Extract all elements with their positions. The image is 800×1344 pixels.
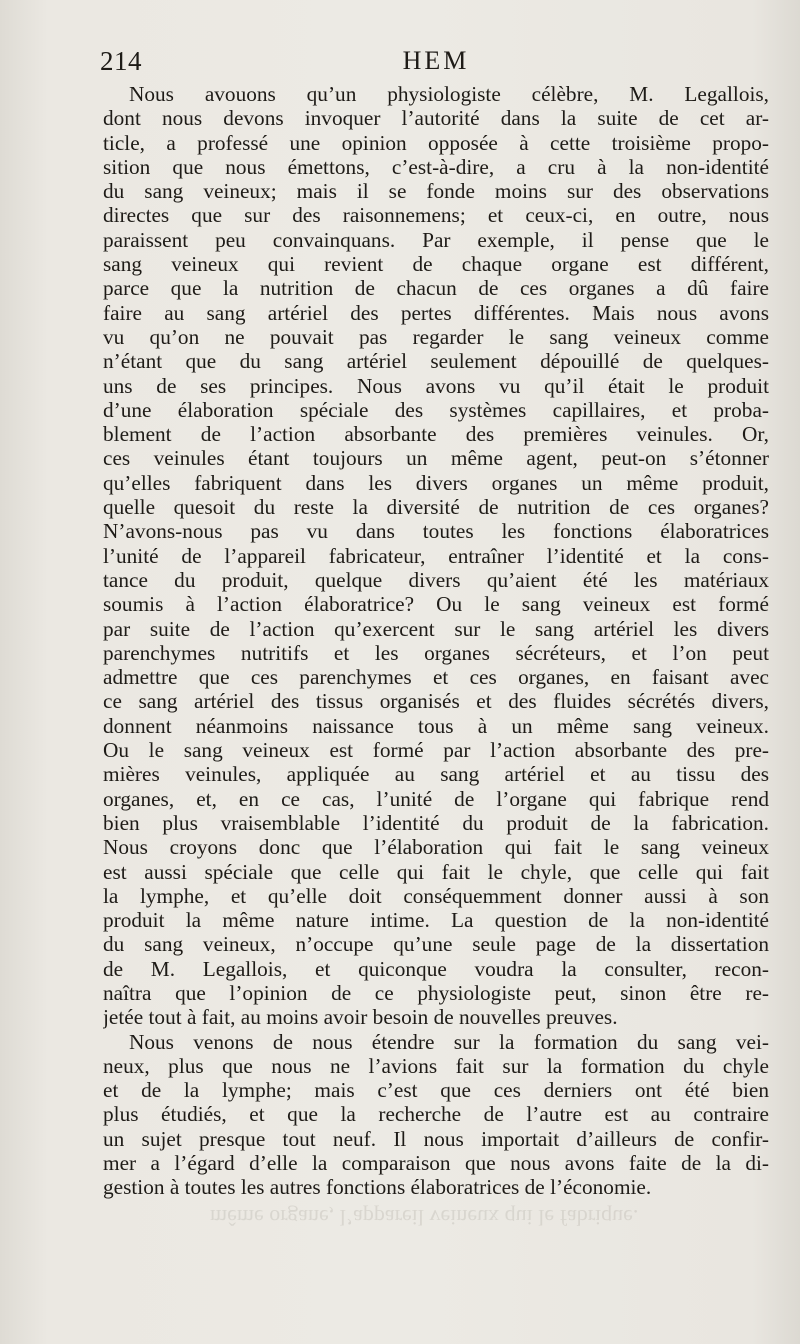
text-line: du sang veineux; mais il se fonde moins sur des observations xyxy=(103,179,769,204)
text-line: N’avons-nous pas vu dans toutes les fonctions élaboratrices xyxy=(103,519,769,544)
text-line: plus étudiés, et que la recherche de l’autre est au contraire xyxy=(103,1102,769,1127)
paragraph xyxy=(103,1030,769,1200)
text-line: uns de ses principes. Nous avons vu qu’il était le produit xyxy=(103,373,769,398)
text-line: sition que nous émettons, c’est-à-dire, a cru à la non-identité xyxy=(103,154,769,179)
text-line: parenchymes nutritifs et les organes sécréteurs, et l’on peut xyxy=(103,640,769,665)
running-head: HEM xyxy=(402,46,470,75)
text-line: ce sang artériel des tissus organisés et des fluides sécrétés divers, xyxy=(103,689,769,714)
text-line: Nous croyons donc que l’élaboration qui fait le sang veineux xyxy=(103,835,769,860)
text-line: vu qu’on ne pouvait pas regarder le sang veineux comme xyxy=(103,324,769,349)
text-line: du sang veineux, n’occupe qu’une seule page de la dissertation xyxy=(103,932,769,957)
show-through-from-reverse: même organe, l’appareil veineux qui le fabrique. xyxy=(210,1205,639,1230)
paragraph xyxy=(103,82,769,1030)
page-number: 214 xyxy=(100,46,142,76)
text-line: Ou le sang veineux est formé par l’action absorbante des pre- xyxy=(103,738,769,763)
text-line: sang veineux qui revient de chaque organe est différent, xyxy=(103,252,769,277)
text-line: et de la lymphe; mais c’est que ces derniers ont été bien xyxy=(103,1078,769,1103)
text-line: de M. Legallois, et quiconque voudra la consulter, recon- xyxy=(103,956,769,981)
text-line: d’une élaboration spéciale des systèmes capillaires, et proba- xyxy=(103,397,769,422)
text-line: jetée tout à fait, au moins avoir besoin de nouvelles preuves. xyxy=(103,1005,618,1030)
text-line: soumis à l’action élaboratrice? Ou le sang veineux est formé xyxy=(103,592,769,617)
text-line: par suite de l’action qu’exercent sur le sang artériel les divers xyxy=(103,616,769,641)
text-line: n’étant que du sang artériel seulement dépouillé de quelques- xyxy=(103,349,769,374)
text-line: l’unité de l’appareil fabricateur, entraîner l’identité et la cons- xyxy=(103,543,769,568)
text-line: bien plus vraisemblable l’identité du produit de la fabrication. xyxy=(103,810,769,835)
text-line: donnent néanmoins naissance tous à un même sang veineux. xyxy=(103,713,769,738)
text-line: la lymphe, et qu’elle doit conséquemment donner aussi à son xyxy=(103,883,769,908)
text-line: est aussi spéciale que celle qui fait le chyle, que celle qui fait xyxy=(103,859,769,884)
text-line: quelle quesoit du reste la diversité de nutrition de ces organes? xyxy=(103,495,769,520)
text-line: ces veinules étant toujours un même agent, peut-on s’étonner xyxy=(103,446,769,471)
text-line: naîtra que l’opinion de ce physiologiste peut, sinon être re- xyxy=(103,980,769,1005)
text-line: organes, et, en ce cas, l’unité de l’organe qui fabrique rend xyxy=(103,786,769,811)
text-line: blement de l’action absorbante des premières veinules. Or, xyxy=(103,422,769,447)
text-line: parce que la nutrition de chacun de ces organes a dû faire xyxy=(103,276,769,301)
text-line: tance du produit, quelque divers qu’aient été les matériaux xyxy=(103,567,769,592)
text-line: Nous venons de nous étendre sur la formation du sang vei- xyxy=(129,1029,769,1054)
text-line: Nous avouons qu’un physiologiste célèbre, M. Legallois, xyxy=(129,82,769,106)
text-line: qu’elles fabriquent dans les divers organes un même produit, xyxy=(103,470,769,495)
text-line: mières veinules, appliquée au sang artériel et au tissu des xyxy=(103,762,769,787)
page-header xyxy=(100,46,772,82)
text-line: produit la même nature intime. La question de la non-identité xyxy=(103,908,769,933)
text-line: mer a l’égard d’elle la comparaison que nous avons faite de la di- xyxy=(103,1151,769,1176)
text-line: gestion à toutes les autres fonctions élaboratrices de l’économie. xyxy=(103,1175,652,1200)
text-line: directes que sur des raisonnemens; et ceux-ci, en outre, nous xyxy=(103,203,769,228)
text-line: dont nous devons invoquer l’autorité dans la suite de cet ar- xyxy=(103,106,769,131)
text-line: admettre que ces parenchymes et ces organes, en faisant avec xyxy=(103,665,769,690)
body-text xyxy=(103,82,769,1200)
text-line: neux, plus que nous ne l’avions fait sur la formation du chyle xyxy=(103,1053,769,1078)
text-line: paraissent peu convainquans. Par exemple, il pense que le xyxy=(103,227,769,252)
text-line: ticle, a professé une opinion opposée à cette troisième propo- xyxy=(103,130,769,155)
text-line: un sujet presque tout neuf. Il nous importait d’ailleurs de confir- xyxy=(103,1126,769,1151)
text-line: faire au sang artériel des pertes différentes. Mais nous avons xyxy=(103,300,769,325)
